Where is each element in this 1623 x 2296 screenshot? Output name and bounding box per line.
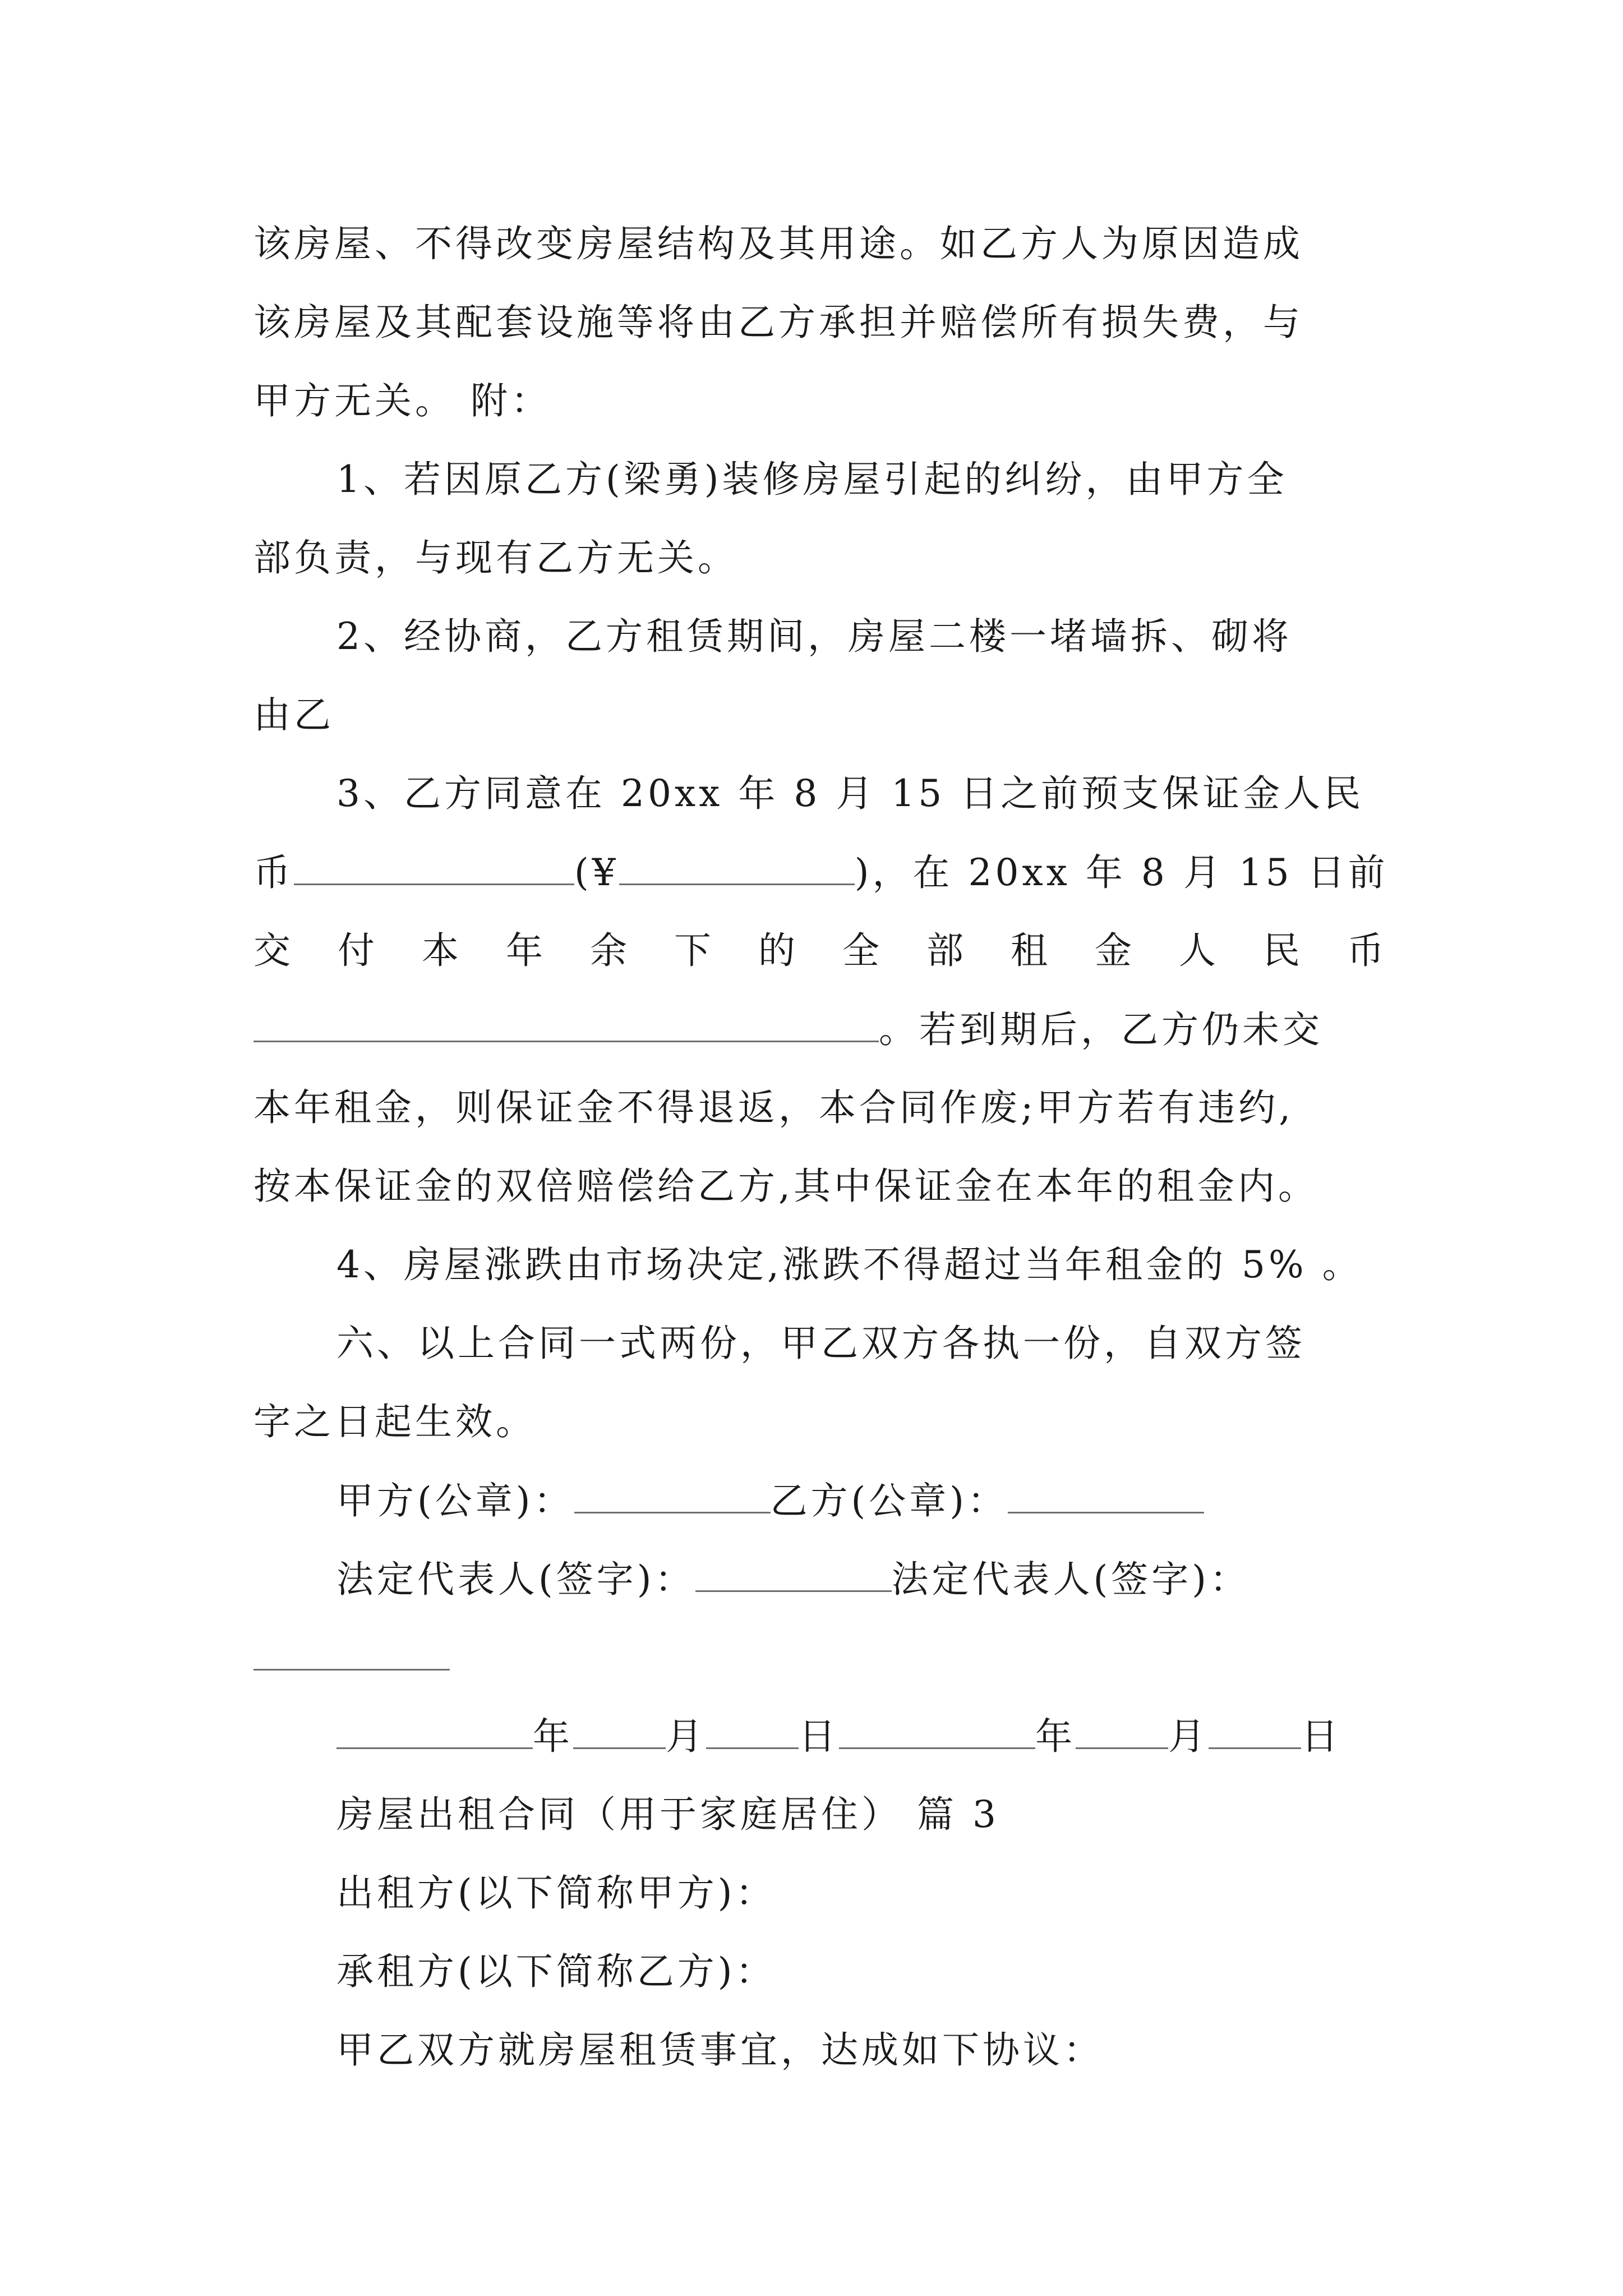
rep-b-label: 法定代表人(签字)： <box>891 1558 1250 1601</box>
rent-amount-blank <box>253 1001 879 1042</box>
clause-1-line: 部负责，与现有乙方无关。 <box>253 536 738 579</box>
paragraph-line: 该房屋、不得改变房屋结构及其用途。如乙方人为原因造成 <box>253 222 1303 265</box>
contract-title: 房屋出租合同（用于家庭居住） 篇 3 <box>336 1793 999 1836</box>
clause-3-line: 3、乙方同意在 20xx 年 8 月 15 日之前预支保证金人民 <box>336 772 1364 815</box>
clause-1-line: 1、若因原乙方(梁勇)装修房屋引起的纠纷，由甲方全 <box>336 458 1288 501</box>
year-blank <box>839 1708 1035 1749</box>
clause-3-text: (¥ <box>574 851 619 894</box>
clause-3-text: )，在 20xx 年 8 月 15 日前 <box>854 851 1389 894</box>
clause-3-text: 。若到期后，乙方仍未交 <box>879 1008 1323 1051</box>
rep-a-label: 法定代表人(签字)： <box>336 1558 695 1601</box>
deposit-yen-blank <box>619 844 855 885</box>
lessor-line: 出租方(以下简称甲方)： <box>336 1871 776 1915</box>
rep-b-blank-line <box>253 1630 450 1686</box>
clause-3-line <box>253 844 1389 900</box>
date-line <box>336 1708 1341 1764</box>
party-b-seal-blank <box>1008 1473 1204 1513</box>
lessee-line: 承租方(以下简称乙方)： <box>336 1950 776 1993</box>
year-blank <box>336 1708 533 1749</box>
seal-line <box>336 1473 1204 1529</box>
clause-3-line: 本年租金，则保证金不得退返，本合同作废;甲方若有违约, <box>253 1086 1294 1129</box>
day-label: 日 <box>1301 1715 1341 1758</box>
clause-3-line: 交付本年余下的全部租金人民币 <box>253 929 1431 972</box>
clause-3-text: 币 <box>253 851 294 894</box>
party-b-seal-label: 乙方(公章)： <box>770 1479 1008 1522</box>
party-a-seal-blank <box>574 1473 771 1513</box>
paragraph-line: 甲方无关。 附： <box>253 379 551 422</box>
rep-a-blank <box>695 1551 892 1592</box>
clause-3-line <box>253 1001 1323 1057</box>
clause-6-line: 六、以上合同一式两份，甲乙双方各执一份，自双方签 <box>336 1322 1306 1365</box>
day-blank <box>1209 1708 1301 1749</box>
rep-b-blank <box>253 1630 450 1671</box>
month-blank <box>573 1708 666 1749</box>
year-label: 年 <box>533 1715 573 1758</box>
clause-4-line: 4、房屋涨跌由市场决定,涨跌不得超过当年租金的 5% 。 <box>336 1243 1363 1286</box>
year-label: 年 <box>1035 1715 1076 1758</box>
clause-2-line: 由乙 <box>253 693 334 737</box>
month-blank <box>1076 1708 1168 1749</box>
agreement-intro: 甲乙双方就房屋租赁事宜，达成如下协议： <box>336 2028 1104 2072</box>
day-label: 日 <box>799 1715 839 1758</box>
clause-2-line: 2、经协商，乙方租赁期间，房屋二楼一堵墙拆、砌将 <box>336 615 1292 658</box>
month-label: 月 <box>666 1715 706 1758</box>
clause-6-line: 字之日起生效。 <box>253 1400 536 1443</box>
representative-line <box>336 1551 1250 1607</box>
day-blank <box>706 1708 799 1749</box>
month-label: 月 <box>1168 1715 1209 1758</box>
party-a-seal-label: 甲方(公章)： <box>336 1479 574 1522</box>
deposit-amount-blank <box>294 844 574 885</box>
paragraph-line: 该房屋及其配套设施等将由乙方承担并赔偿所有损失费，与 <box>253 301 1303 344</box>
clause-3-line: 按本保证金的双倍赔偿给乙方,其中保证金在本年的租金内。 <box>253 1165 1318 1208</box>
